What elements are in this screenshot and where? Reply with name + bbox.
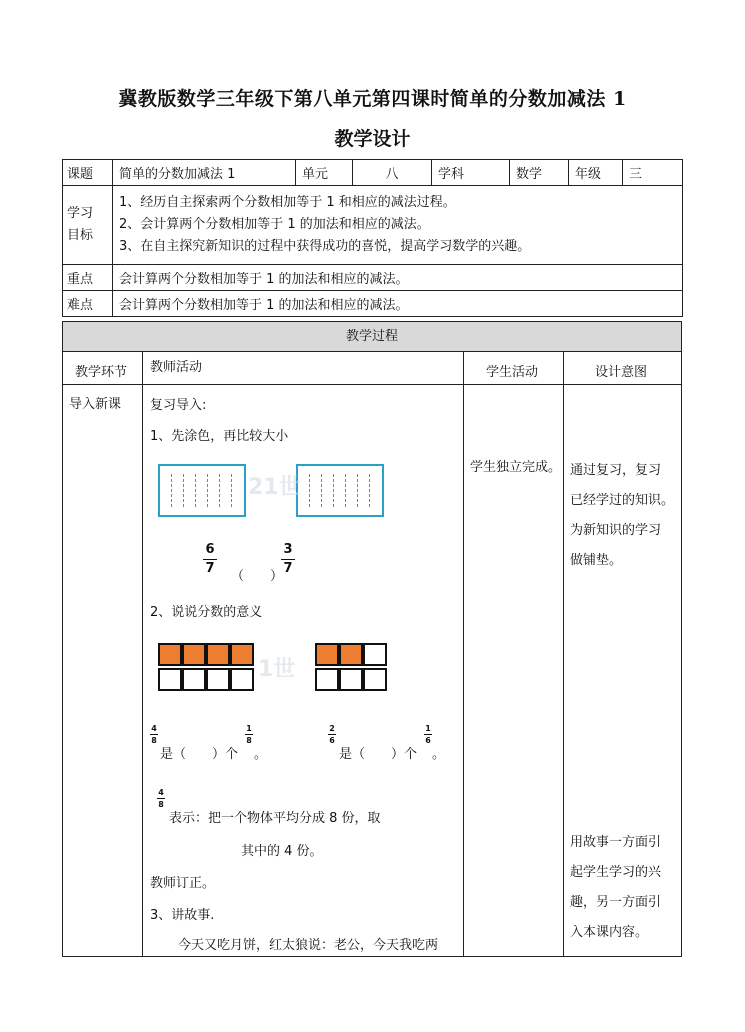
question-1: 1、先涂色，再比较大小 <box>150 429 289 444</box>
unit-value: 八 <box>353 160 432 186</box>
fraction-four-eighths: 4 8 <box>158 788 164 809</box>
subject-label: 学科 <box>432 160 510 186</box>
col-stage-header: 教学环节 <box>75 365 128 380</box>
fraction-six-sevenths: 6 7 <box>203 543 217 576</box>
goals-list <box>113 186 683 265</box>
statement-b-text: 是（ ）个 <box>339 747 418 762</box>
goal-item: 3、在自主探究新知识的过程中获得成功的喜悦，提高学习数学的兴趣。 <box>119 239 531 254</box>
stage-value: 导入新课 <box>69 397 122 412</box>
unit-label: 单元 <box>296 160 353 186</box>
fraction-grid-sevenths <box>296 464 384 517</box>
compare-blank: （ ） <box>231 569 284 584</box>
watermark-logo: 1世 <box>258 657 296 682</box>
meaning-line-1: 表示：把一个物体平均分成 8 份，取 <box>169 811 381 826</box>
statement-b-end: 。 <box>432 747 446 762</box>
document-title: 冀教版数学三年级下第八单元第四课时简单的分数加减法 1 <box>118 88 627 110</box>
review-heading: 复习导入: <box>150 398 207 413</box>
difficulty-label: 难点 <box>63 291 113 317</box>
difficulty-value: 会计算两个分数相加等于 1 的加法和相应的减法。 <box>113 291 683 317</box>
header-table <box>62 159 683 317</box>
col-intent-header: 设计意图 <box>595 365 648 380</box>
fraction-one-sixth: 1 6 <box>425 724 431 745</box>
student-activity: 学生独立完成。 <box>470 460 562 475</box>
statement-a-text: 是（ ）个 <box>160 747 239 762</box>
topic-label: 课题 <box>63 160 113 186</box>
col-teacher-header: 教师活动 <box>150 360 203 375</box>
question-2: 2、说说分数的意义 <box>150 605 263 620</box>
goals-label-line-1: 学习 <box>67 206 94 221</box>
key-point-label: 重点 <box>63 265 113 291</box>
teacher-correct: 教师订正。 <box>150 876 216 891</box>
goal-item: 1、经历自主探索两个分数相加等于 1 和相应的减法过程。 <box>119 195 456 210</box>
document-subtitle: 教学设计 <box>334 128 411 150</box>
subject-value: 数学 <box>510 160 569 186</box>
fraction-three-sevenths: 3 7 <box>281 543 295 576</box>
fraction-two-sixths: 2 6 <box>329 724 335 745</box>
goals-label-line-2: 目标 <box>67 228 94 243</box>
process-band: 教学过程 <box>62 321 682 352</box>
col-student-header: 学生活动 <box>486 365 539 380</box>
goals-label <box>63 186 113 265</box>
fraction-four-eighths: 4 8 <box>151 724 157 745</box>
grade-label: 年级 <box>569 160 623 186</box>
design-intent-2: 用故事一方面引 起学生学习的兴 趣，另一方面引 入本课内容。 <box>570 835 662 940</box>
watermark-logo: 21世 <box>248 475 301 500</box>
story-text: 今天又吃月饼，红太狼说：老公，今天我吃两 <box>178 938 439 953</box>
meaning-line-2: 其中的 4 份。 <box>241 844 323 859</box>
fraction-grid-sevenths <box>158 464 246 517</box>
design-intent-1: 通过复习，复习 已经学过的知识。 为新知识的学习 做铺垫。 <box>570 463 675 568</box>
topic-value: 简单的分数加减法 1 <box>113 160 296 186</box>
question-3: 3、讲故事. <box>150 908 215 923</box>
statement-a-end: 。 <box>254 747 268 762</box>
goal-item: 2、会计算两个分数相加等于 1 的加法和相应的减法。 <box>119 217 430 232</box>
grade-value: 三 <box>623 160 683 186</box>
fraction-one-eighth: 1 8 <box>246 724 252 745</box>
key-point-value: 会计算两个分数相加等于 1 的加法和相应的减法。 <box>113 265 683 291</box>
